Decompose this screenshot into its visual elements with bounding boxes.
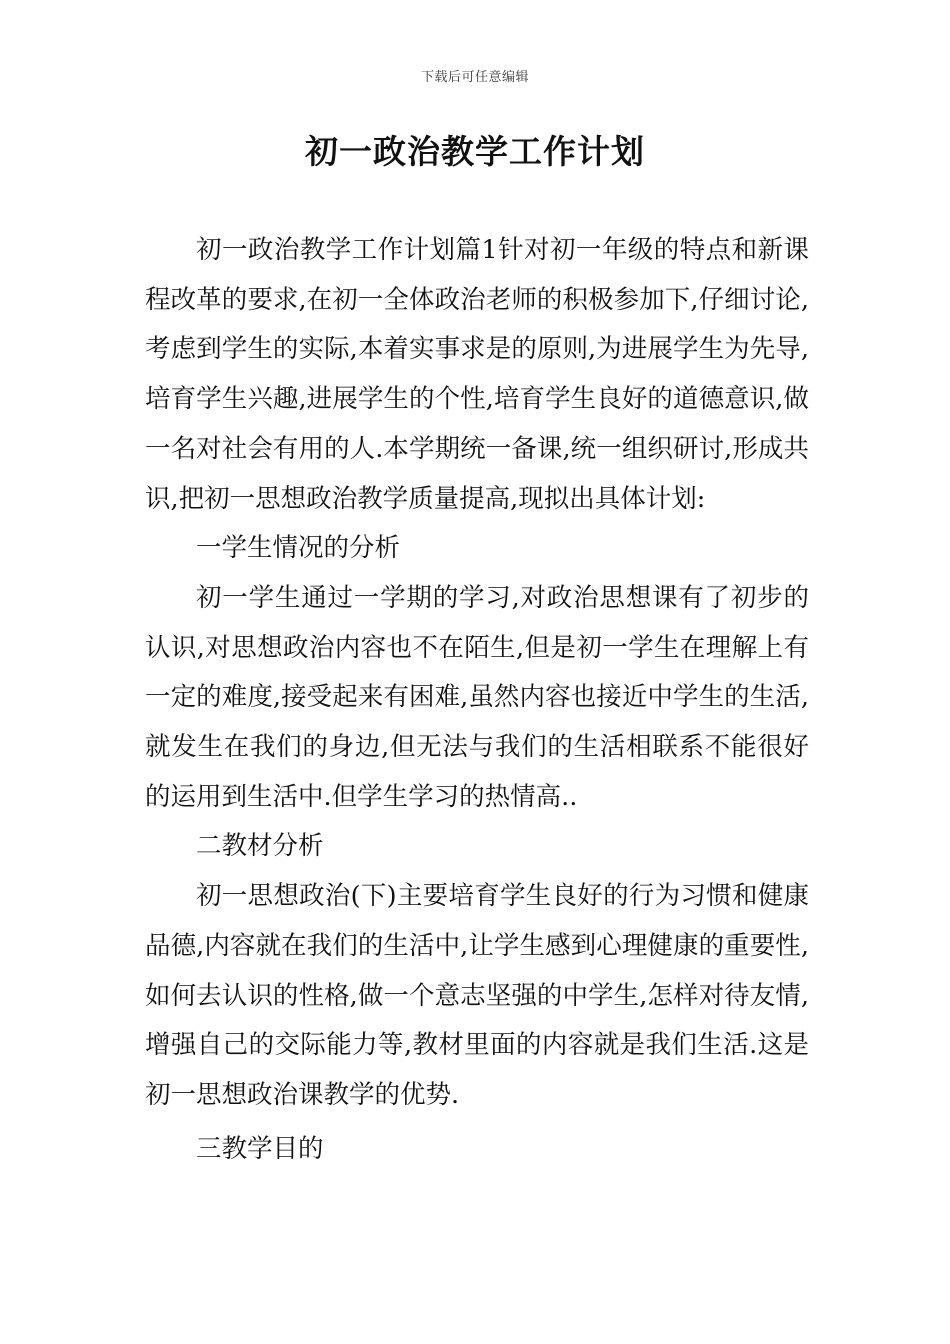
textbook-analysis-paragraph: 初一思想政治(下)主要培育学生良好的行为习惯和健康品德,内容就在我们的生活中,让学生感到心理健康的重要性,如何去认识的性格,做一个意志坚强的中学生,怎样对待友情,增强自己的交际能力等,教材里面的内容就是我们生活.这是初一思想政治课教学的优势. bbox=[145, 881, 809, 1110]
section-heading-student-analysis: 一学生情况的分析 bbox=[196, 533, 401, 564]
section-heading-teaching-goals: 三教学目的 bbox=[196, 1133, 324, 1164]
intro-paragraph: 初一政治教学工作计划篇1针对初一年级的特点和新课程改革的要求,在初一全体政治老师的积极参加下,仔细讨论,考虑到学生的实际,本着实事求是的原则,为进展学生为先导,培育学生兴趣,进展学生的个性,培育学生良好的道德意识,做一名对社会有用的人.本学期统一备课,统一组织研讨,形成共识,把初一思想政治教学质量提高,现拟出具体计划: bbox=[145, 235, 809, 514]
section-heading-textbook-analysis: 二教材分析 bbox=[196, 831, 324, 862]
document-body bbox=[145, 226, 809, 1174]
header-note: 下载后可任意编辑 bbox=[420, 70, 529, 85]
student-analysis-paragraph: 初一学生通过一学期的学习,对政治思想课有了初步的认识,对思想政治内容也不在陌生,但是初一学生在理解上有一定的难度,接受起来有困难,虽然内容也接近中学生的生活,就发生在我们的身边,但无法与我们的生活相联系不能很好的运用到生活中.但学生学习的热情高.. bbox=[145, 582, 809, 812]
document-title: 初一政治教学工作计划 bbox=[305, 132, 645, 171]
